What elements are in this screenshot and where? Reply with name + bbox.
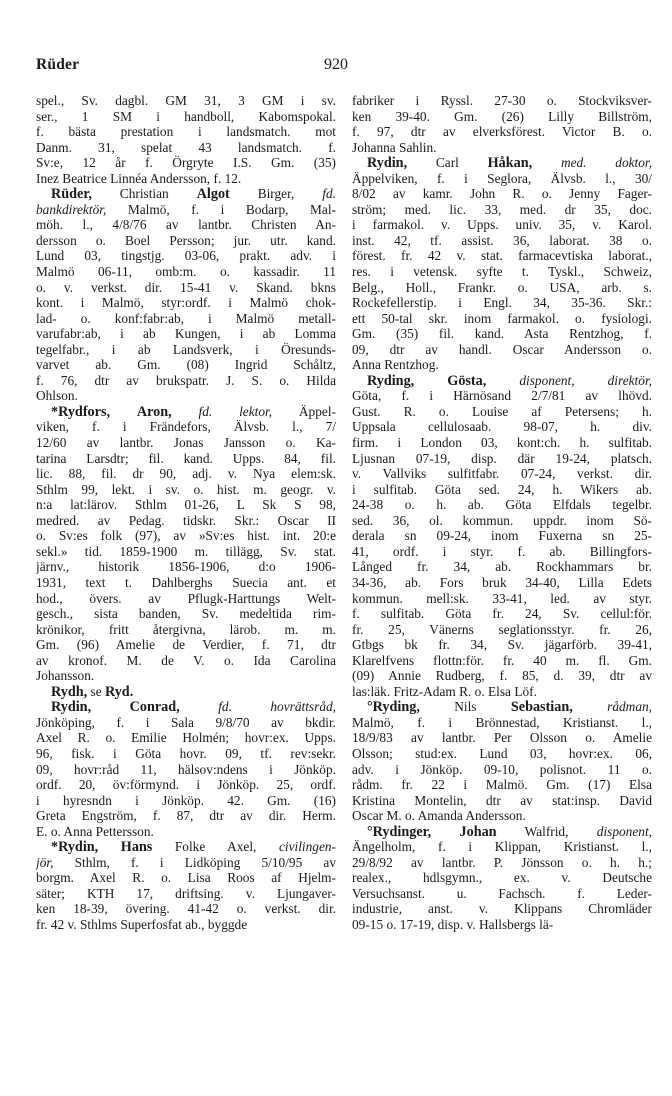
text-run: möh. l., 4/8/76 av lantbr. Christen An- [36, 217, 336, 233]
text-run: derala sn 09-24, inom Fuxerna sn 25- [352, 528, 652, 544]
entry-surname: °Rydinger, [367, 823, 432, 840]
text-line [352, 311, 652, 327]
text-run: förest. fr. 42 v. stat. farmacevtiska laborat., [352, 248, 652, 264]
text-line [352, 684, 652, 700]
text-run: res. i vetensk. syfte t. Tyskl., Schweiz, [352, 264, 652, 280]
entry-surname: Rüder, [51, 186, 92, 202]
text-run: varvet ab. Gm. (08) Ingrid Schåltz, [36, 357, 336, 373]
text-run: i hyresndn i Jönköp. 42. Gm. (16) [36, 792, 336, 808]
text-run: 12/60 av lantbr. Jonas Jansson o. Ka- [36, 435, 336, 451]
text-run: Sv:e, 12 år f. Örgryte I.S. Gm. (35) [36, 155, 336, 171]
text-run [431, 824, 459, 839]
text-run: rådm. fr. 22 i Malmö. Gm. (17) Elsa [352, 777, 652, 793]
text-run: f. 97, dtr av elverksförest. Victor B. o. [352, 124, 652, 140]
text-line [36, 233, 336, 249]
text-run: Malmö 06-11, omb:m. o. kassadir. 11 [36, 264, 336, 280]
text-line [36, 839, 336, 855]
entry-surname: *Rydin, [51, 839, 99, 855]
text-run: hod., övers. av Pflugk-Harttungs Welt- [36, 590, 336, 606]
text-line [36, 140, 336, 156]
text-line [352, 762, 652, 778]
text-line [36, 202, 336, 218]
text-run: Ohlson. [36, 388, 78, 404]
text-line [36, 357, 336, 373]
text-run [91, 699, 130, 714]
text-line [36, 93, 336, 109]
text-run: Gm. (35) fil. kand. Asta Rentzhog, f. [352, 326, 652, 342]
text-line [352, 715, 652, 731]
text-run: Walfrid, [496, 823, 597, 839]
text-line [36, 684, 336, 700]
text-line [36, 886, 336, 902]
text-line [36, 419, 336, 435]
text-run [110, 404, 137, 419]
text-line [36, 435, 336, 451]
text-line [352, 280, 652, 296]
text-line [36, 109, 336, 125]
entry-title: rådman, [607, 699, 652, 715]
text-run: Malmö, f. i Bodarp, Mal- [106, 201, 336, 217]
text-line [352, 186, 652, 202]
text-run: Christian [91, 186, 197, 202]
text-line [36, 248, 336, 264]
text-line [352, 653, 652, 669]
entry-surname: Gösta, [447, 372, 487, 389]
text-line [352, 419, 652, 435]
text-run: ser., 1 SM i handboll, Kabomspokal. [36, 108, 336, 124]
text-run: 29/8/92 av lantbr. P. Jönsson o. h. h.; [352, 854, 652, 870]
text-line [352, 746, 652, 762]
text-run: las:läk. Fritz-Adam R. o. Elsa Löf. [352, 683, 537, 699]
text-run: Malmö, f. i Brönnestad, Kristianst. l., [352, 714, 652, 730]
text-line [36, 388, 336, 404]
text-line [352, 855, 652, 871]
text-line [352, 451, 652, 467]
text-run: kommun. mell:sk. 33-41, led. av styr. [352, 590, 652, 606]
text-line [352, 870, 652, 886]
entry-surname: Johan [459, 823, 497, 840]
text-run: i sulfitab. Göta sed. 24, h. Wikers ab. [352, 481, 652, 497]
text-line [36, 295, 336, 311]
text-run: 1931, text t. Dahlberghs Suecia ant. et [36, 574, 336, 590]
text-run: 09, dtr av handl. Oscar Andersson o. [352, 341, 652, 357]
text-line [36, 793, 336, 809]
text-line [352, 295, 652, 311]
text-run: adv. i Jönköp. 09-10, polisnot. 11 o. [352, 761, 652, 777]
entry-title: disponent, direktör, [519, 372, 652, 388]
text-line [36, 559, 336, 575]
text-line [352, 808, 652, 824]
right-column [352, 93, 652, 933]
entry-title: med. doktor, [560, 155, 652, 171]
text-line [36, 622, 336, 638]
text-line [352, 777, 652, 793]
text-run: tarina Larsdtr; fil. kand. Upps. 84, fil. [36, 450, 336, 466]
text-line [36, 668, 336, 684]
text-line [352, 124, 652, 140]
text-line [36, 591, 336, 607]
text-run: Inez Beatrice Linnéa Andersson, f. 12. [36, 170, 242, 186]
text-run [486, 373, 519, 388]
text-run: Äppelviken, f. i Seglora, Älvsb. l., 30/ [352, 170, 652, 186]
text-run: dersson o. Boel Persson; jur. utr. kand. [36, 232, 336, 248]
text-line [352, 248, 652, 264]
text-line [36, 217, 336, 233]
text-line [352, 730, 652, 746]
text-line [352, 606, 652, 622]
text-run [532, 155, 561, 170]
left-column [36, 93, 336, 933]
text-run: Sthlm, f. i Lidköping 5/10/95 av [53, 854, 336, 870]
text-run: Johanna Sahlin. [352, 139, 437, 155]
text-line [36, 513, 336, 529]
text-run: Kristina Montelin, dtr av stat:insp. David [352, 792, 652, 808]
text-run: Danm. 31, spelat 43 landsmatch. f. [36, 139, 336, 155]
text-line [36, 326, 336, 342]
text-run [172, 404, 199, 419]
text-run: firm. i London 03, kont:ch. h. sulfitab. [352, 435, 652, 451]
text-line [36, 808, 336, 824]
text-run: f. 76, dtr av brukspatr. J. S. o. Hilda [36, 372, 336, 388]
text-run: tegelfabr., i ab Landsverk, i Öresunds- [36, 341, 336, 357]
text-line [36, 699, 336, 715]
page-header [36, 56, 636, 80]
text-run: Versuchsanst. u. Fachsch. f. Leder- [352, 885, 652, 901]
text-run [98, 839, 121, 854]
text-run: Klarelfvens flottn:för. fr. 40 m. fl. Gm. [352, 652, 652, 668]
text-line [352, 171, 652, 187]
text-run: Ljusnan 07-19, disp. där 19-24, platsch. [352, 450, 652, 466]
text-run: E. o. Anna Pettersson. [36, 823, 154, 839]
text-run: Rockefellerstip. i Engl. 34, 35-36. Skr.: [352, 295, 652, 311]
text-line [36, 497, 336, 513]
text-run: f. sulfitab. Göta fr. 24, Sv. cellul:för. [352, 606, 652, 622]
text-line [36, 606, 336, 622]
entry-title: civilingen- [278, 839, 336, 855]
text-line [352, 466, 652, 482]
text-line [352, 513, 652, 529]
text-run: Greta Engström, f. 87, dtr av dir. Herm. [36, 808, 336, 824]
text-line [36, 730, 336, 746]
text-line [352, 497, 652, 513]
text-run: 24-38 o. h. ab. Göta Elfdals tegelbr. [352, 497, 652, 513]
text-run: ken 18-39, övering. 41-42 o. verkst. dir. [36, 901, 336, 917]
text-line [352, 886, 652, 902]
entry-surname: *Rydfors, [51, 403, 111, 420]
text-run: borgm. Axel R. o. Lisa Roos af Hjelm- [36, 870, 336, 886]
entry-surname: Ryd. [104, 683, 134, 700]
text-line [36, 855, 336, 871]
entry-title: fd. lektor, [198, 403, 273, 419]
text-run: Långed fr. 34, ab. Rockhammars br. [352, 559, 652, 575]
text-line [36, 762, 336, 778]
text-run: spel., Sv. dagbl. GM 31, 3 GM i sv. [36, 93, 336, 108]
text-line [352, 839, 652, 855]
entry-surname: Rydin, [367, 155, 408, 171]
text-run: 41, ordf. i styr. f. ab. Billingfors- [352, 543, 652, 559]
text-line [36, 171, 336, 187]
text-line [352, 622, 652, 638]
text-line [352, 373, 652, 389]
text-line [352, 435, 652, 451]
text-line [36, 917, 336, 933]
text-line [352, 342, 652, 358]
text-run: industrie, anst. v. Klippans Chromläder [352, 901, 652, 917]
text-run: kont. i Malmö, styr:ordf. i Malmö chok- [36, 295, 336, 311]
text-run: 96, fisk. i Göta hovr. 09, tf. rev:sekr. [36, 745, 336, 761]
text-line [36, 715, 336, 731]
text-run [414, 373, 447, 388]
text-line [352, 824, 652, 840]
text-run: Gm. (96) Amelie de Verdier, f. 71, dtr [36, 637, 336, 653]
text-run: ström; med. lic. 33, med. dr 35, doc. [352, 201, 652, 217]
text-run: Johansson. [36, 668, 95, 684]
text-line [352, 575, 652, 591]
text-run: varufabr:ab, i ab Kungen, i ab Lomma [36, 326, 336, 342]
text-run: Carl [407, 155, 488, 171]
text-run: f. bästa prestation i landsmatch. mot [36, 124, 336, 140]
text-line [352, 793, 652, 809]
entry-surname: Algot [196, 186, 230, 202]
text-line [352, 901, 652, 917]
text-run: sed. 36, ol. kommun. uppdr. inom Sö- [352, 512, 652, 528]
text-run: järnv., historik 1856-1906, d:o 1906- [36, 559, 336, 575]
text-line [352, 155, 652, 171]
entry-surname: Aron, [136, 403, 172, 420]
text-line [36, 637, 336, 653]
text-run: Gust. R. o. Louise af Petersens; h. [352, 403, 652, 419]
text-line [352, 109, 652, 125]
text-run: se [87, 683, 105, 699]
text-line [36, 870, 336, 886]
entry-surname: °Ryding, [367, 699, 420, 715]
text-line [352, 559, 652, 575]
running-head: Rüder [36, 56, 80, 73]
text-run: 18/9/83 av lantbr. Per Olsson o. Amelie [352, 730, 652, 746]
text-run: 8/02 av kamr. John R. o. Jenny Fager- [352, 186, 652, 202]
text-line [352, 544, 652, 560]
text-line [352, 528, 652, 544]
text-run: viken, f. i Frändefors, Älvsb. l., 7/ [36, 419, 336, 435]
text-run: Jönköping, f. i Sala 9/8/70 av bkdir. [36, 714, 336, 730]
text-run: Gtbgs bk fr. 34, Sv. jägarförb. 39-41, [352, 637, 652, 653]
entry-surname: Rydh, [51, 683, 88, 700]
text-run [573, 699, 607, 714]
text-line [352, 217, 652, 233]
text-run: fabriker i Ryssl. 27-30 o. Stockviksver- [352, 93, 652, 108]
text-line [352, 668, 652, 684]
text-run: lic. 88, fil. dr 90, adj. v. Nya elem:sk. [36, 466, 336, 482]
text-line [352, 326, 652, 342]
entry-title: disponent, [596, 823, 652, 839]
text-line [36, 264, 336, 280]
text-line [36, 404, 336, 420]
text-run: o. v. verkst. dir. 15-41 v. Skand. bkns [36, 279, 336, 295]
text-line [352, 591, 652, 607]
text-run: Sthlm 99, lekt. i sv. o. hist. m. geogr. v. [36, 481, 336, 497]
text-line [36, 482, 336, 498]
text-run: Uppsala cellulosaab. 98-07, h. div. [352, 419, 652, 435]
text-line [36, 342, 336, 358]
text-line [352, 93, 652, 109]
text-run: Oscar M. o. Amanda Andersson. [352, 808, 526, 824]
entry-surname: Ryding, [367, 372, 415, 389]
text-line [36, 311, 336, 327]
text-run: Ängelholm, f. i Klippan, Kristianst. l., [352, 839, 652, 855]
text-run: 34-36, ab. Fors bruk 34-40, Lilla Edets [352, 574, 652, 590]
entry-surname: Conrad, [129, 699, 180, 715]
text-line [36, 186, 336, 202]
text-run: Olsson; stud:ex. Lund 03, hovr:ex. 06, [352, 745, 652, 761]
text-run [180, 699, 219, 714]
text-run: gesch., sista banden, Sv. medeltida rim- [36, 606, 336, 622]
text-run: realex., hdlsgymn., ex. v. Deutsche [352, 870, 652, 886]
text-line [352, 140, 652, 156]
text-run: medred. av Pedag. tidskr. Skr.: Oscar II [36, 512, 336, 528]
text-run: Axel R. o. Emilie Holmén; hovr:ex. Upps. [36, 730, 336, 746]
text-run: v. Vallviks sulfitfabr. 07-24, verkst. dir. [352, 466, 652, 482]
text-line [36, 280, 336, 296]
entry-surname: Håkan, [487, 155, 533, 171]
entry-surname: Hans [120, 839, 153, 855]
text-run: o. Sv:es folk (97), av »Sv:es hist. int. 20:e [36, 528, 336, 544]
text-line [36, 777, 336, 793]
text-line [352, 482, 652, 498]
text-line [352, 233, 652, 249]
entry-title: jör, [36, 854, 54, 870]
entry-title: fd. [322, 186, 336, 202]
text-run: (09) Annie Rudberg, f. 85, d. 39, dtr av [352, 668, 652, 684]
text-run: ordf. 20, öv:förmynd. i Jönköp. 25, ordf. [36, 777, 336, 793]
text-line [36, 124, 336, 140]
text-line [352, 357, 652, 373]
text-run: av kronof. M. de V. o. Ida Carolina [36, 652, 336, 668]
text-line [36, 824, 336, 840]
entry-surname: Sebastian, [510, 699, 573, 715]
text-run: krönikor, fritt återgivna, lärob. m. m. [36, 621, 336, 637]
entry-title: bankdirektör, [36, 201, 107, 217]
text-line [352, 699, 652, 715]
text-run: Folke Axel, [152, 839, 279, 855]
page-number: 920 [324, 56, 348, 73]
text-line [36, 575, 336, 591]
text-run: 09, hovr:råd 11, hälsov:ndens i Jönköp. [36, 761, 336, 777]
text-line [36, 155, 336, 171]
text-run: inst. 42, tf. assist. 36, laborat. 38 o. [352, 232, 652, 248]
text-line [36, 466, 336, 482]
text-line [352, 202, 652, 218]
text-run: fr. 25, Vänerns seglationsstyr. fr. 26, [352, 621, 652, 637]
entry-surname: Rydin, [51, 699, 92, 715]
text-line [36, 373, 336, 389]
text-run: lad- o. konf:fabr:ab, i Malmö metall- [36, 310, 336, 326]
text-line [36, 746, 336, 762]
text-run: ett 50-tal skr. inom farmakol. o. fysiologi. [352, 310, 652, 326]
text-line [352, 917, 652, 933]
text-line [36, 901, 336, 917]
text-run: ken 39-40. Gm. (26) Lilly Billström, [352, 108, 652, 124]
text-line [36, 451, 336, 467]
text-run: Birger, [229, 186, 323, 202]
text-line [36, 544, 336, 560]
entry-title: fd. hovrättsråd, [218, 699, 336, 715]
text-run: n:a lat:lärov. Sthlm 01-26, L Sk S 98, [36, 497, 336, 513]
text-run: i farmakol. v. Upps. univ. 35, v. Karol. [352, 217, 652, 233]
text-run: Belg., Holl., Frankr. o. USA, arb. s. [352, 279, 652, 295]
text-line [352, 264, 652, 280]
text-run: säter; KTH 17, driftsing. v. Ljungaver- [36, 885, 336, 901]
text-run: 09-15 o. 17-19, disp. v. Hallsbergs lä- [352, 916, 554, 932]
text-line [352, 637, 652, 653]
text-line [36, 653, 336, 669]
text-line [352, 388, 652, 404]
text-run: Lund 03, tingstjg. 03-06, prakt. adv. i [36, 248, 336, 264]
text-run: Göta, f. i Härnösand 2/7/81 av lhövd. [352, 388, 652, 404]
text-run: Anna Rentzhog. [352, 357, 439, 373]
text-line [36, 528, 336, 544]
text-line [352, 404, 652, 420]
text-run: sekl.» tid. 1859-1900 m. tillägg, Sv. stat. [36, 543, 336, 559]
text-run: Äppel- [272, 403, 336, 419]
text-run: fr. 42 v. Sthlms Superfosfat ab., byggde [36, 916, 248, 932]
text-run: Nils [419, 699, 511, 715]
